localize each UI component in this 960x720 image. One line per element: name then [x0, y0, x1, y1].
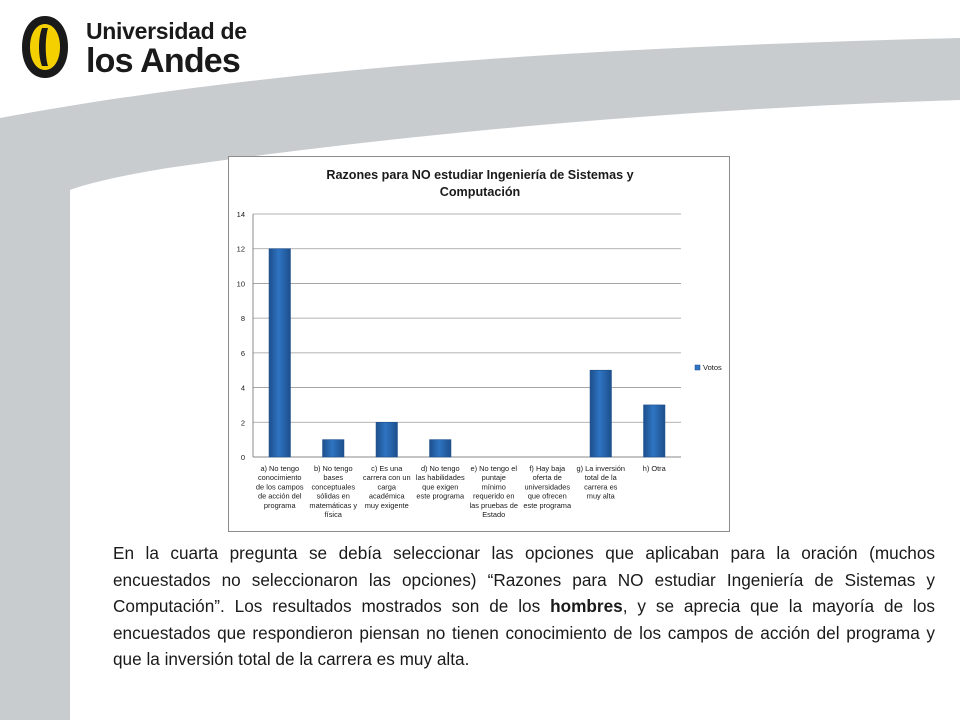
y-tick-label: 10 [236, 279, 245, 289]
x-tick-label: las habilidades [415, 473, 465, 483]
x-tick-label: física [324, 510, 342, 519]
bar [644, 405, 665, 457]
x-tick-label: requerido en [472, 491, 515, 501]
x-tick-label: que exigen [422, 482, 459, 492]
x-tick-label: universidades [524, 482, 571, 492]
bar [590, 370, 611, 457]
x-tick-label: este programa [523, 500, 572, 510]
x-tick-label: muy exigente [364, 500, 409, 510]
y-tick-label: 12 [236, 244, 245, 254]
bar [376, 422, 397, 457]
body-text-part2: , y se aprecia que la mayoría de los encuestados que respondieron piensan no tienen conocimiento de los campos de acción del programa y que la inversión total de la carrera es muy alta. [113, 596, 936, 669]
x-tick-label: e) No tengo el [470, 464, 517, 473]
body-text-part1: En la cuarta pregunta se debía seleccionar las opciones que aplicaban para la oración (muchos encuestados no seleccionaron las opciones) “Razones para NO estudiar Ingeniería de Sistemas y Computación”. Los resultados mostrados son de los [113, 543, 935, 616]
x-tick-label: carrera con un [362, 473, 411, 483]
x-tick-label: académica [368, 491, 405, 501]
y-tick-label: 8 [240, 314, 245, 324]
x-tick-label: carga [377, 482, 396, 492]
x-tick-label: c) Es una [371, 464, 403, 473]
x-tick-label: las pruebas de [469, 500, 518, 510]
body-paragraph [113, 540, 935, 673]
logo-text-line1: Universidad de [86, 18, 247, 44]
chart-title-line: Computación [439, 185, 521, 199]
y-tick-label: 0 [240, 453, 245, 462]
bar-chart [229, 157, 729, 531]
x-tick-label: sólidas en [316, 491, 350, 501]
x-tick-label: Estado [482, 510, 506, 519]
x-tick-label: d) No tengo [420, 464, 460, 473]
x-tick-label: g) La inversión [576, 464, 625, 473]
y-tick-label: 4 [240, 383, 245, 393]
x-tick-label: matemáticas y [309, 500, 358, 510]
university-logo [18, 14, 247, 84]
x-tick-label: este programa [416, 491, 465, 501]
y-tick-label: 6 [240, 348, 245, 358]
y-tick-label: 2 [240, 418, 245, 428]
x-tick-label: programa [263, 500, 296, 510]
logo-text-line2: los Andes [86, 42, 241, 80]
x-tick-label: conocimiento [257, 473, 302, 483]
y-tick-label: 14 [236, 210, 245, 219]
x-tick-label: conceptuales [311, 482, 356, 492]
legend-swatch [695, 365, 700, 370]
x-tick-label: de los campos [255, 482, 304, 492]
bar [323, 440, 344, 457]
x-tick-label: b) No tengo [313, 464, 353, 473]
x-tick-label: bases [323, 473, 344, 483]
x-tick-label: oferta de [532, 473, 562, 483]
chart-frame [228, 156, 730, 532]
bar [430, 440, 451, 457]
x-tick-label: h) Otra [642, 464, 666, 473]
x-tick-label: f) Hay baja [529, 464, 566, 473]
x-tick-label: carrera es [584, 482, 618, 492]
x-tick-label: puntaje [481, 473, 506, 483]
x-tick-label: muy alta [586, 491, 615, 501]
body-text-emphasis: hombres [550, 596, 623, 616]
bar [269, 249, 290, 457]
logo-emblem-icon [18, 14, 72, 80]
x-tick-label: a) No tengo [260, 464, 300, 473]
x-tick-label: mínimo [481, 482, 506, 492]
x-tick-label: que ofrecen [527, 491, 567, 501]
x-tick-label: de acción del [257, 491, 302, 501]
chart-title-line: Razones para NO estudiar Ingeniería de Sistemas y [326, 168, 634, 182]
x-tick-label: total de la [584, 473, 617, 483]
legend-label: Votos [703, 363, 722, 372]
